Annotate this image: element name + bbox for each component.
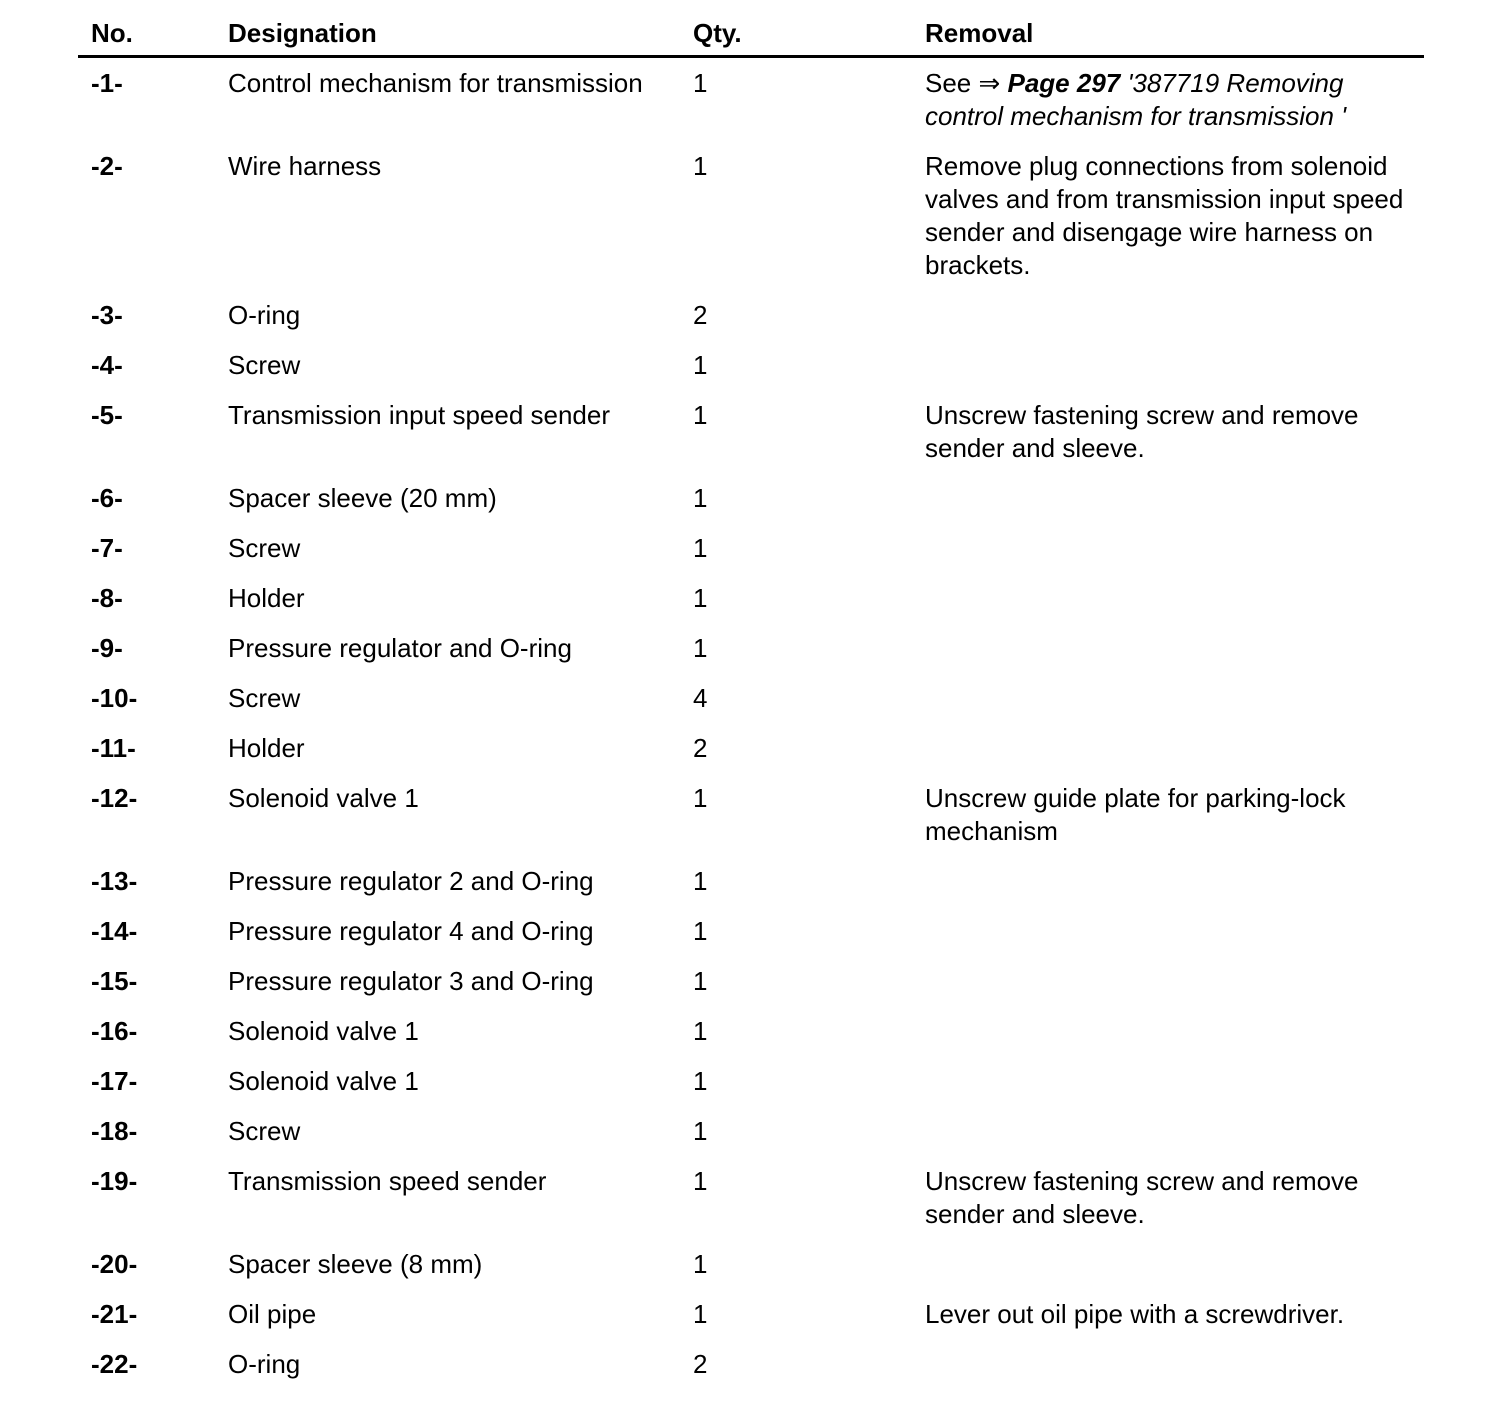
row-qty: 1 [693, 1299, 708, 1329]
table-row [78, 340, 1424, 390]
table-row [78, 1289, 1424, 1339]
table-row [78, 1339, 1424, 1389]
row-removal [925, 723, 1424, 773]
row-designation: Solenoid valve 1 [228, 1016, 419, 1046]
row-number: -4- [91, 350, 123, 380]
table-row [78, 1156, 1424, 1239]
row-qty: 1 [693, 400, 708, 430]
table-row [78, 1056, 1424, 1106]
parts-table [78, 14, 1424, 1389]
table-row [78, 1106, 1424, 1156]
row-removal [925, 1056, 1424, 1106]
row-designation: Spacer sleeve (8 mm) [228, 1249, 483, 1279]
row-designation: Holder [228, 583, 305, 613]
row-number: -14- [91, 916, 138, 946]
row-designation: Screw [228, 683, 301, 713]
row-removal [925, 673, 1424, 723]
row-removal [925, 1339, 1424, 1389]
row-designation: O-ring [228, 300, 301, 330]
row-designation: Pressure regulator 3 and O-ring [228, 966, 594, 996]
row-designation: Solenoid valve 1 [228, 783, 419, 813]
row-qty: 1 [693, 633, 708, 663]
row-number: -8- [91, 583, 123, 613]
row-designation: Oil pipe [228, 1299, 317, 1329]
row-number: -19- [91, 1166, 138, 1196]
table-body [78, 57, 1424, 1390]
table-row [78, 290, 1424, 340]
table-row [78, 141, 1424, 290]
row-removal [925, 956, 1424, 1006]
table-row [78, 723, 1424, 773]
table-row [78, 523, 1424, 573]
row-number: -12- [91, 783, 138, 813]
header-qty: Qty. [693, 14, 925, 57]
row-qty: 1 [693, 1116, 708, 1146]
row-removal [925, 290, 1424, 340]
row-removal [925, 1239, 1424, 1289]
row-number: -1- [91, 68, 123, 98]
row-number: -22- [91, 1349, 138, 1379]
row-qty: 1 [693, 583, 708, 613]
row-designation: Solenoid valve 1 [228, 1066, 419, 1096]
table-row [78, 473, 1424, 523]
row-number: -7- [91, 533, 123, 563]
row-qty: 1 [693, 151, 708, 181]
row-qty: 1 [693, 866, 708, 896]
row-removal: Unscrew fastening screw and remove sender and sleeve. [925, 400, 1359, 463]
row-removal [925, 523, 1424, 573]
row-designation: O-ring [228, 1349, 301, 1379]
row-removal [925, 57, 1424, 142]
table-row [78, 623, 1424, 673]
row-number: -5- [91, 400, 123, 430]
row-removal [925, 856, 1424, 906]
row-qty: 1 [693, 916, 708, 946]
row-designation: Pressure regulator 2 and O-ring [228, 866, 594, 896]
table-row [78, 856, 1424, 906]
row-number: -3- [91, 300, 123, 330]
row-qty: 2 [693, 733, 708, 763]
row-qty: 1 [693, 783, 708, 813]
row-qty: 1 [693, 483, 708, 513]
row-designation: Control mechanism for transmission [228, 68, 643, 98]
row-number: -6- [91, 483, 123, 513]
table-header-row [78, 14, 1424, 57]
header-no: No. [78, 14, 228, 57]
row-removal [925, 473, 1424, 523]
row-number: -9- [91, 633, 123, 663]
table-row [78, 1239, 1424, 1289]
row-qty: 1 [693, 1249, 708, 1279]
table-row [78, 956, 1424, 1006]
row-designation: Screw [228, 533, 301, 563]
table-row [78, 1006, 1424, 1056]
row-qty: 1 [693, 966, 708, 996]
removal-reference-title: '387719 Removing control mechanism for transmission ' [925, 68, 1347, 131]
row-removal: Unscrew guide plate for parking-lock mechanism [925, 783, 1346, 846]
table-row [78, 773, 1424, 856]
row-removal [925, 906, 1424, 956]
row-number: -15- [91, 966, 138, 996]
row-number: -16- [91, 1016, 138, 1046]
removal-see-text: See ⇒ [925, 68, 1008, 98]
row-designation: Pressure regulator 4 and O-ring [228, 916, 594, 946]
row-removal [925, 340, 1424, 390]
row-qty: 1 [693, 68, 708, 98]
page-reference-link[interactable]: Page 297 [1007, 68, 1121, 98]
row-designation: Wire harness [228, 151, 382, 181]
row-designation: Screw [228, 350, 301, 380]
row-removal [925, 1106, 1424, 1156]
parts-table-page [78, 14, 1424, 1389]
row-designation: Holder [228, 733, 305, 763]
row-designation: Screw [228, 1116, 301, 1146]
row-qty: 1 [693, 1066, 708, 1096]
row-removal: Unscrew fastening screw and remove sender and sleeve. [925, 1166, 1359, 1229]
header-removal: Removal [925, 14, 1424, 57]
row-qty: 4 [693, 683, 708, 713]
table-row [78, 57, 1424, 142]
table-row [78, 573, 1424, 623]
row-number: -18- [91, 1116, 138, 1146]
row-designation: Transmission input speed sender [228, 400, 611, 430]
row-number: -11- [91, 733, 136, 763]
table-row [78, 673, 1424, 723]
row-designation: Transmission speed sender [228, 1166, 547, 1196]
row-number: -21- [91, 1299, 138, 1329]
table-row [78, 906, 1424, 956]
row-number: -17- [91, 1066, 138, 1096]
row-designation: Pressure regulator and O-ring [228, 633, 572, 663]
row-removal [925, 1006, 1424, 1056]
row-removal [925, 623, 1424, 673]
row-removal: Remove plug connections from solenoid valves and from transmission input speed sender and disengage wire harness on brackets. [925, 151, 1404, 280]
row-qty: 2 [693, 300, 708, 330]
row-number: -13- [91, 866, 138, 896]
row-number: -2- [91, 151, 123, 181]
row-qty: 1 [693, 1016, 708, 1046]
row-qty: 1 [693, 350, 708, 380]
table-row [78, 390, 1424, 473]
row-removal: Lever out oil pipe with a screwdriver. [925, 1299, 1345, 1329]
row-removal [925, 573, 1424, 623]
row-number: -10- [91, 683, 138, 713]
row-designation: Spacer sleeve (20 mm) [228, 483, 497, 513]
row-number: -20- [91, 1249, 138, 1279]
row-qty: 1 [693, 1166, 708, 1196]
row-qty: 1 [693, 533, 708, 563]
row-qty: 2 [693, 1349, 708, 1379]
header-designation: Designation [228, 14, 693, 57]
